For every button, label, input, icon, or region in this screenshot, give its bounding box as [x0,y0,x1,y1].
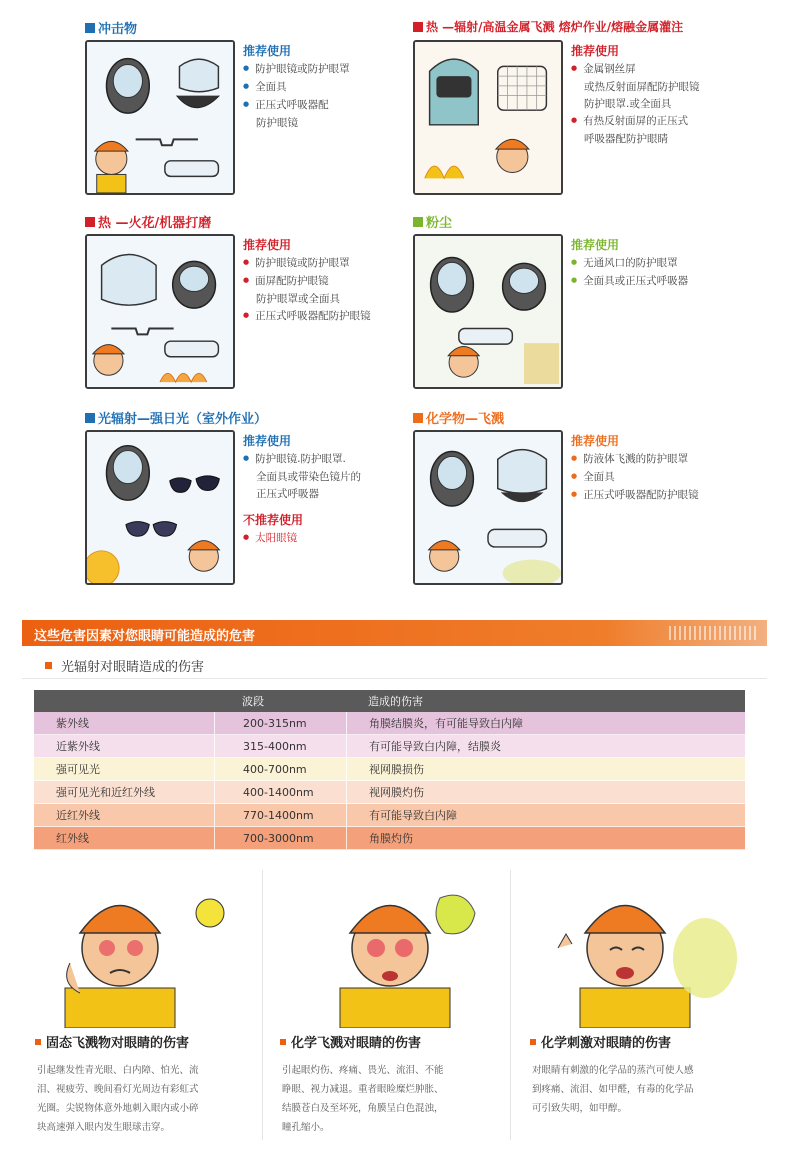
hazard-title-text: 化学物—飞溅 [426,412,505,427]
recommend-text: 防护眼镜或防护眼罩 [255,257,350,269]
hazard-illustration [85,40,235,195]
recommendation-list [571,42,731,148]
panel-line: 泪、视疲劳、晚间看灯光周边有彩虹式 [37,1084,199,1095]
recommend-label: 推荐使用 [243,238,292,252]
panel-chemical-splash [280,868,510,1148]
recommend-item [571,255,731,273]
banner-stripes-decoration [669,626,759,640]
recommend-text: 防护眼罩或全面具 [256,293,340,305]
panel-line: 光圈。尖锐物体意外地刺入眼内或小碎 [37,1103,199,1114]
cell-harm: 角膜灼伤 [346,827,745,849]
panel-line: 引起眼灼伤、疼痛、畏光、流泪、不能 [282,1065,444,1076]
header-harm: 造成的伤害 [368,695,423,708]
hazard-color-square [85,217,95,227]
recommend-item [571,131,731,148]
cell-name: 紫外线 [56,717,89,730]
panel-title [35,1032,265,1051]
table-row [34,735,745,758]
panel-title [530,1032,760,1051]
subheading-square-icon [45,662,52,669]
recommend-label: 推荐使用 [571,44,620,58]
subheading-text: 光辐射对眼睛造成的伤害 [61,660,205,675]
panel-line: 块高速弹入眼内发生眼球击穿。 [37,1122,171,1133]
hazard-illustration [413,40,563,195]
hazard-light-radiation [85,408,395,598]
panel-solid-splash [35,868,265,1148]
recommend-item [243,255,403,273]
recommend-item [571,113,731,131]
hazard-illustration [85,430,235,585]
recommend-text: 正压式呼吸器 [256,488,319,500]
face-shield-icon [498,450,547,494]
recommend-text: 全面具或带染色镜片的 [256,471,361,483]
hazard-title [413,18,683,35]
recommend-item [243,451,403,469]
recommend-text: 全面具或正压式呼吸器 [583,275,689,287]
panel-description [280,1061,510,1137]
hard-hat-icon [585,906,665,934]
section-banner [22,620,767,646]
recommend-item [243,486,403,503]
panel-square-icon [35,1039,41,1045]
sun-icon [87,551,119,583]
cell-harm: 有可能导致白内障 [346,804,745,826]
panel-title [280,1032,510,1051]
table-row [34,758,745,781]
recommend-item [243,273,403,291]
recommend-item [243,97,403,115]
panel-square-icon [530,1039,536,1045]
goggles-icon [165,341,219,357]
panel-chemical-irritation [530,868,760,1148]
hazard-color-square [413,217,423,227]
panel-description [35,1061,265,1137]
panel-illustration [45,868,245,1028]
hazard-illustration [413,430,563,585]
recommend-item [571,61,731,79]
hazard-chemical-splash [413,408,723,598]
face-shield-icon [102,255,157,306]
cell-band: 315-400nm [214,735,346,757]
panel-line: 结膜苍白及至坏死，角膜呈白色混浊， [282,1103,444,1114]
goggles-icon [459,329,513,345]
hazard-title-text: 冲击物 [98,22,138,37]
hazard-title-text: 粉尘 [426,216,453,231]
recommend-item [571,96,731,113]
table-row [34,712,745,735]
hazard-title-text: 热 —辐射/高温金属飞溅 熔炉作业/熔融金属灌注 [426,20,684,34]
table-row [34,804,745,827]
hazard-title [413,212,452,231]
panel-square-icon [280,1039,286,1045]
hazard-title [413,408,504,427]
recommend-label: 推荐使用 [571,434,620,448]
panel-divider [262,870,263,1140]
recommend-text: 防护眼罩.或全面具 [584,98,672,110]
cell-harm: 有可能导致白内障，结膜炎 [346,735,745,757]
visor-icon [179,59,218,92]
banner-title: 这些危害因素对您眼睛可能造成的危害 [34,629,256,644]
recommend-item [571,487,731,505]
cell-band: 770-1400nm [214,804,346,826]
hazard-color-square [85,23,95,33]
recommend-item [243,79,403,97]
panel-line: 睁眼、视力减退。重者眼睑糜烂肿胀、 [282,1084,444,1095]
recommendation-list [243,236,403,326]
panel-line: 可引致失明，如甲醇。 [532,1103,628,1114]
not-recommend-text: 太阳眼镜 [255,532,298,544]
panel-line: 对眼睛有刺激的化学品的蒸汽可使人感 [532,1065,694,1076]
recommend-item [243,469,403,486]
recommendation-list [243,432,403,548]
cell-name: 近红外线 [56,809,100,822]
cell-name: 强可见光和近红外线 [56,786,155,799]
recommend-item [243,61,403,79]
panel-divider [510,870,511,1140]
hazard-title [85,212,211,231]
panel-title-text: 化学飞溅对眼睛的伤害 [291,1036,422,1051]
recommend-text: 正压式呼吸器配防护眼镜 [255,310,371,322]
panel-illustration [290,868,490,1028]
hazard-title-text: 光辐射—强日光（室外作业） [98,412,268,427]
cell-name: 强可见光 [56,763,100,776]
goggles-icon [165,161,219,177]
hazard-heat-sparks [85,212,395,402]
hazard-illustration [413,234,563,389]
panel-title-text: 固态飞溅物对眼睛的伤害 [46,1036,190,1051]
hard-hat-icon [350,906,430,934]
recommend-text: 面屏配防护眼镜 [255,275,329,287]
panel-line: 引起继发性青光眼、白内障、怕光、流 [37,1065,199,1076]
recommend-item [243,308,403,326]
recommend-text: 正压式呼吸器配 [255,99,329,111]
recommend-text: 防护眼镜或防护眼罩 [255,63,350,75]
chemical-splash-icon [436,895,475,934]
recommend-item [571,273,731,291]
hazard-title [85,18,137,37]
section-subheading [45,656,204,675]
panel-title-text: 化学刺激对眼睛的伤害 [541,1036,672,1051]
recommend-item [243,115,403,132]
recommend-label: 推荐使用 [243,434,292,448]
recommendation-list [243,42,403,132]
not-recommend-label: 不推荐使用 [243,513,304,527]
hard-hat-icon [80,906,160,934]
recommend-text: 有热反射面屏的正压式 [583,115,689,127]
header-band: 波段 [242,695,264,708]
hazard-dust [413,212,723,402]
panel-line: 到疼痛、流泪、如甲醛，有毒的化学品 [532,1084,694,1095]
cell-band: 400-700nm [214,758,346,780]
recommend-text: 全面具 [255,81,287,93]
panel-illustration [540,868,740,1028]
divider [22,678,767,679]
hazard-illustration [85,234,235,389]
hazard-heat-radiation [413,18,723,208]
recommend-text: 呼吸器配防护眼睛 [584,133,668,145]
cell-band: 200-315nm [214,712,346,734]
debris-icon [196,899,224,927]
hazard-color-square [413,413,423,423]
recommend-text: 或热反射面屏配防护眼镜 [584,81,700,93]
recommend-text: 金属钢丝屏 [583,63,636,75]
recommend-text: 防护眼镜.防护眼罩. [255,453,346,465]
table-row [34,781,745,804]
cell-name: 红外线 [56,832,89,845]
cell-band: 700-3000nm [214,827,346,849]
hazard-impact [85,18,395,208]
recommendation-list [571,432,731,505]
recommend-item [571,79,731,96]
hazard-title-text: 热 —火花/机器打磨 [98,216,212,231]
recommend-text: 防护眼镜 [256,117,298,129]
recommend-item [571,451,731,469]
light-radiation-table [34,690,745,850]
cell-band: 400-1400nm [214,781,346,803]
panel-line: 瞳孔缩小。 [282,1122,330,1133]
fume-cloud-icon [673,918,737,998]
recommend-label: 推荐使用 [571,238,620,252]
hazard-title [85,408,267,427]
cell-harm: 视网膜灼伤 [346,781,745,803]
goggles-icon [488,529,546,547]
recommend-item [243,291,403,308]
recommend-text: 正压式呼吸器配防护眼镜 [583,489,699,501]
table-header [34,690,745,712]
recommendation-list [571,236,731,291]
table-row [34,827,745,850]
not-recommend-item [243,530,403,548]
recommend-text: 防液体飞溅的防护眼罩 [583,453,689,465]
recommend-item [571,469,731,487]
recommend-label: 推荐使用 [243,44,292,58]
hazard-color-square [413,22,423,32]
recommend-text: 全面具 [583,471,615,483]
cell-harm: 视网膜损伤 [346,758,745,780]
hazard-color-square [85,413,95,423]
recommend-text: 无通风口的防护眼罩 [583,257,678,269]
cell-harm: 角膜结膜炎，有可能导致白内障 [346,712,745,734]
cell-name: 近紫外线 [56,740,100,753]
panel-description [530,1061,760,1118]
